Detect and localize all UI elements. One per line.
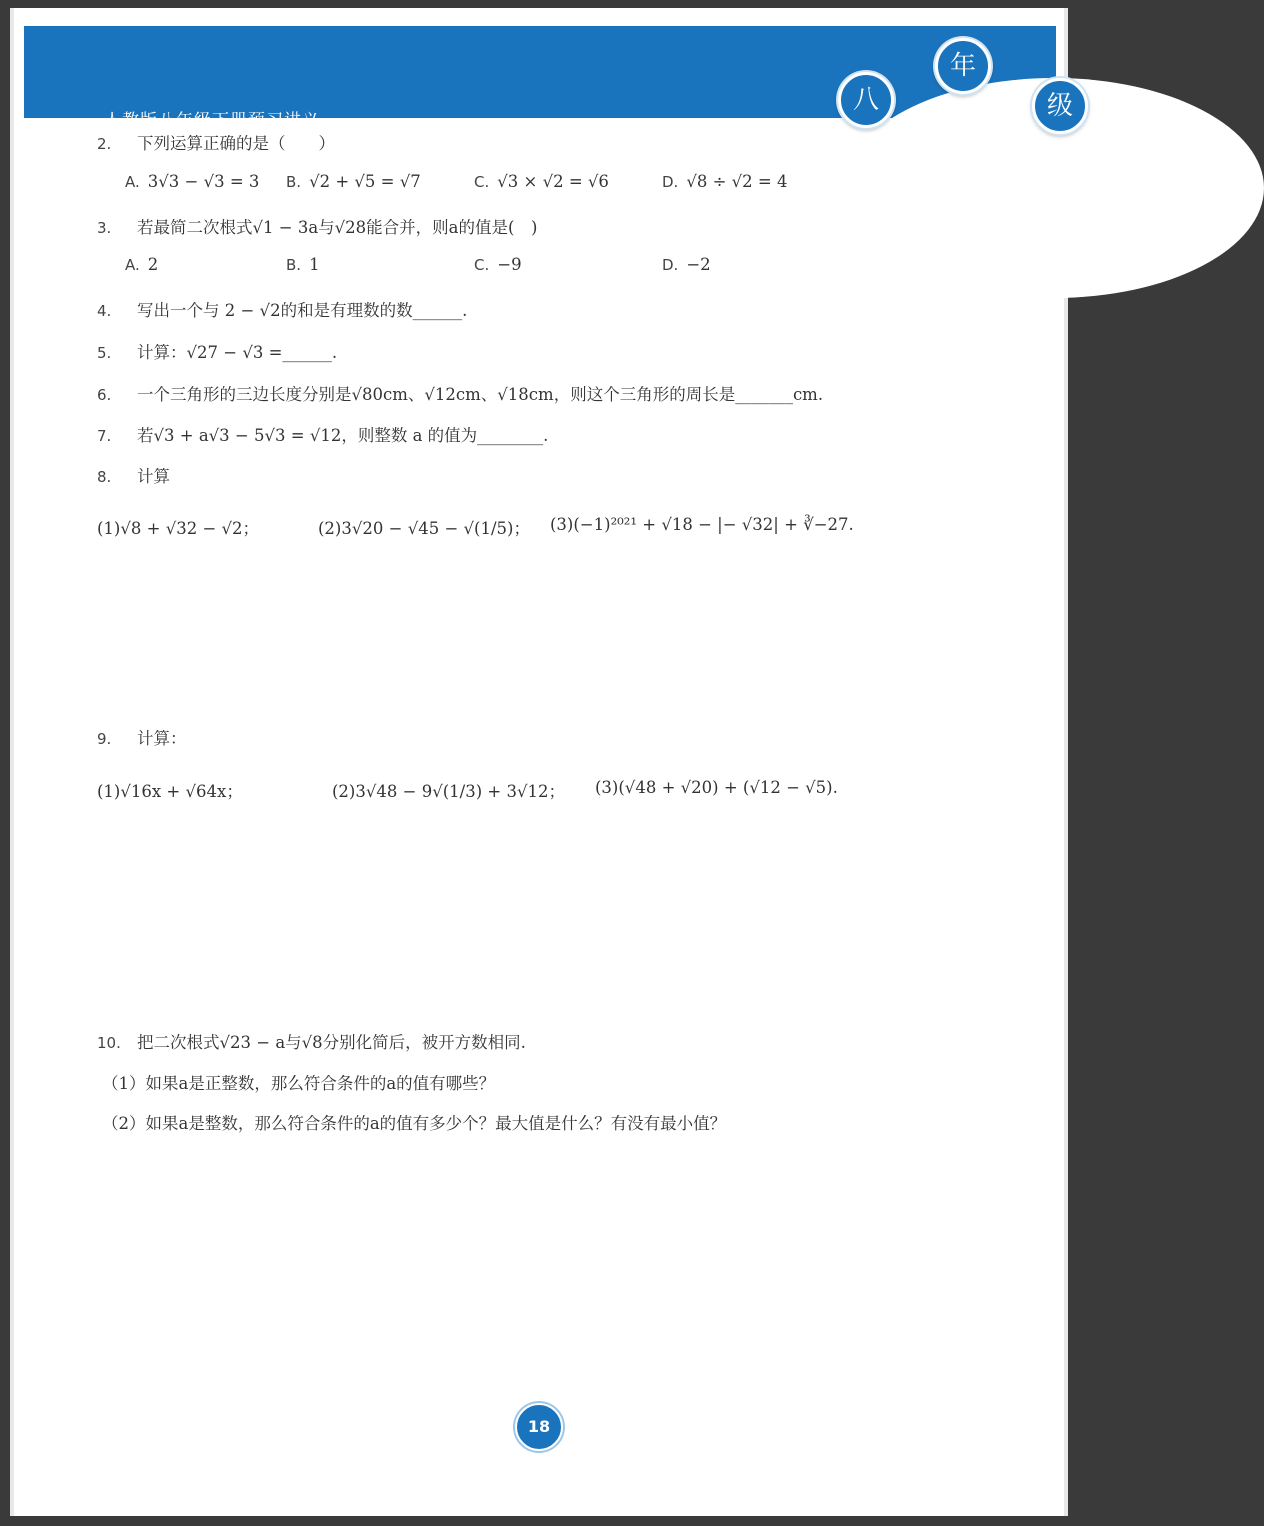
question-text: 若√3 + a√3 − 5√3 = √12，则整数 a 的值为________.: [137, 426, 549, 445]
q2-option-b: B. √2 + √5 = √7: [286, 172, 421, 191]
question-text: 若最简二次根式√1 − 3a与√28能合并，则a的值是( ): [137, 218, 538, 237]
grade-badge-2: 年: [935, 38, 991, 94]
q9-part-2: (2)3√48 − 9√(1/3) + 3√12；: [332, 782, 565, 801]
q10-sub-1: （1）如果a是正整数，那么符合条件的a的值有哪些？: [102, 1074, 496, 1093]
q10-sub-2: （2）如果a是整数，那么符合条件的a的值有多少个？最大值是什么？有没有最小值？: [102, 1114, 727, 1133]
grade-badge-1: 八: [838, 72, 894, 128]
question-text: 下列运算正确的是（ ）: [137, 134, 335, 153]
q3-option-b: B. 1: [286, 255, 320, 274]
question-2: [97, 130, 335, 154]
question-text: 计算：: [137, 729, 187, 748]
q2-option-a: A. 3√3 − √3 = 3: [125, 172, 260, 191]
question-8: 8. 计算: [97, 467, 170, 486]
question-text: 一个三角形的三边长度分别是√80cm、√12cm、√18cm，则这个三角形的周长是_______cm.: [137, 385, 824, 404]
question-6: 6. 一个三角形的三边长度分别是√80cm、√12cm、√18cm，则这个三角形的周长是_______cm.: [97, 385, 824, 404]
question-number: 3.: [97, 219, 112, 237]
page-edge-left: [10, 8, 14, 1516]
q8-part-1: (1)√8 + √32 − √2；: [97, 519, 260, 538]
question-number: 2.: [97, 135, 112, 153]
header-banner: [24, 26, 1056, 131]
question-7: 7. 若√3 + a√3 − 5√3 = √12，则整数 a 的值为________.: [97, 426, 549, 445]
question-5: 5. 计算：√27 − √3 =______.: [97, 343, 338, 362]
question-3: [97, 214, 537, 238]
grade-badge-3: 级: [1032, 78, 1088, 134]
q9-part-3: (3)(√48 + √20) + (√12 − √5).: [595, 778, 838, 797]
header-title: 人教版八年级下册预习讲义: [104, 111, 320, 131]
q8-part-2: (2)3√20 − √45 − √(1/5)；: [318, 519, 530, 538]
question-text: 写出一个与 2 − √2的和是有理数的数______.: [137, 301, 468, 320]
worksheet-page: [10, 8, 1073, 1516]
question-10: 10. 把二次根式√23 − a与√8分别化简后，被开方数相同.: [97, 1033, 526, 1052]
page-number-badge: 18: [515, 1403, 563, 1451]
q3-option-d: D. −2: [662, 255, 711, 274]
question-text: 把二次根式√23 − a与√8分别化简后，被开方数相同.: [137, 1033, 526, 1052]
question-4: 4. 写出一个与 2 − √2的和是有理数的数______.: [97, 301, 468, 320]
q3-option-c: C. −9: [474, 255, 522, 274]
q9-part-1: (1)√16x + √64x；: [97, 782, 243, 801]
q2-option-d: D. √8 ÷ √2 = 4: [662, 172, 788, 191]
question-9: 9. 计算：: [97, 729, 187, 748]
q2-option-c: C. √3 × √2 = √6: [474, 172, 609, 191]
q3-option-a: A. 2: [125, 255, 159, 274]
question-text: 计算: [137, 467, 170, 486]
q8-part-3: (3)(−1)²⁰²¹ + √18 − |− √32| + ∛−27.: [550, 515, 854, 534]
question-text: 计算：√27 − √3 =______.: [137, 343, 338, 362]
